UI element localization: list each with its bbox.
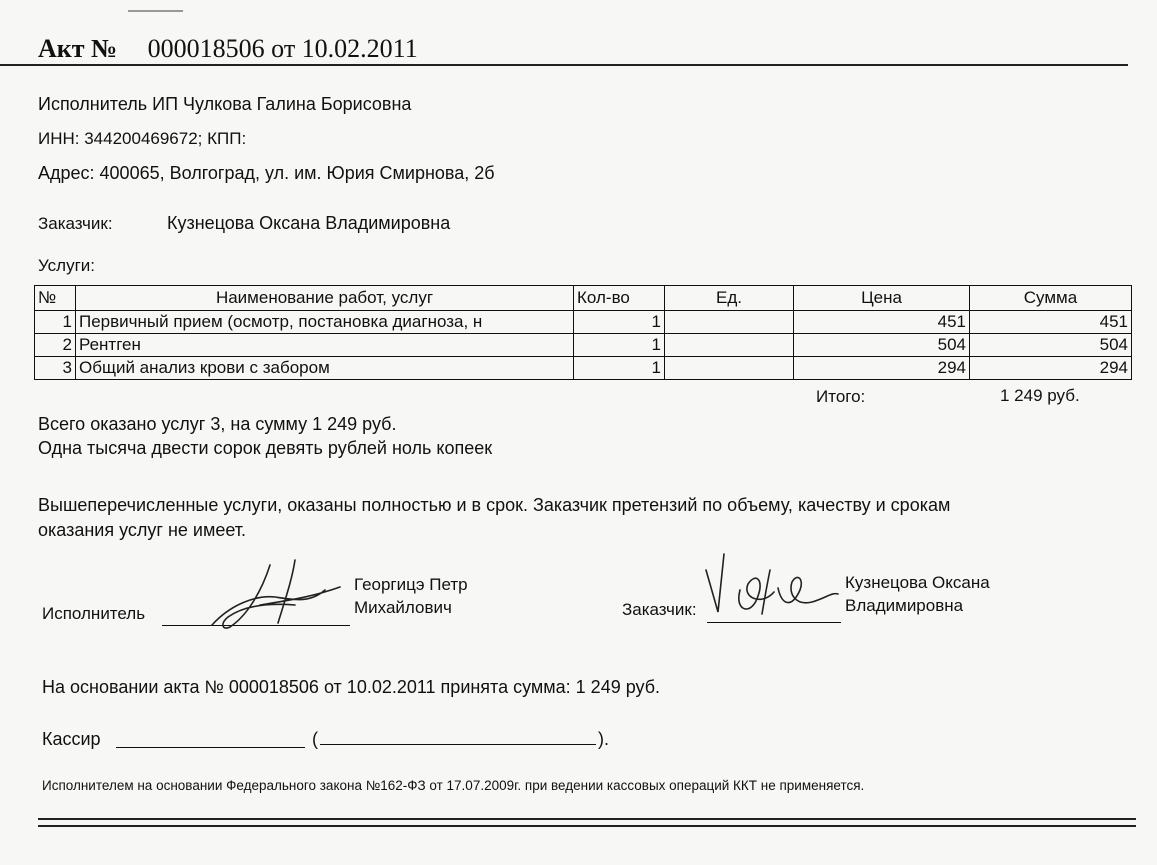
executor-signer-name-2: Михайлович <box>354 598 452 617</box>
customer-name: Кузнецова Оксана Владимировна <box>167 213 451 233</box>
row-unit <box>665 334 794 357</box>
bottom-rule <box>38 825 1136 827</box>
cashier-signature-line <box>116 747 305 748</box>
col-header-qty: Кол-во <box>574 286 665 311</box>
row-sum: 451 <box>970 311 1132 334</box>
inn-line: ИНН: 344200469672; КПП: <box>38 129 247 148</box>
customer-signature-label: Заказчик: <box>622 600 697 619</box>
executor-signer-name-1: Георгицэ Петр <box>354 575 468 594</box>
cashier-name-line <box>320 744 596 745</box>
services-label: Услуги: <box>38 256 96 275</box>
executor-signature-label: Исполнитель <box>42 604 146 623</box>
row-price: 451 <box>794 311 970 334</box>
row-num: 3 <box>35 357 76 380</box>
table-row <box>35 357 1132 380</box>
table-row <box>35 311 1132 334</box>
services-table <box>34 285 1132 380</box>
customer-signature <box>700 550 840 620</box>
payment-line: На основании акта № 000018506 от 10.02.2011 принята сумма: 1 249 руб. <box>42 677 661 697</box>
executor-line: Исполнитель ИП Чулкова Галина Борисовна <box>38 94 412 114</box>
executor-signature <box>200 545 350 635</box>
row-qty: 1 <box>574 311 665 334</box>
customer-signer-name-2: Владимировна <box>845 596 964 615</box>
address-line: Адрес: 400065, Волгоград, ул. им. Юрия Смирнова, 2б <box>38 163 495 183</box>
row-num: 2 <box>35 334 76 357</box>
bottom-rule <box>38 818 1136 820</box>
cashier-open-paren: ( <box>312 729 318 749</box>
col-header-price: Цена <box>794 286 970 311</box>
act-label: Акт № <box>38 34 118 63</box>
row-name: Первичный прием (осмотр, постановка диагноза, н <box>76 311 574 334</box>
act-number-date: 000018506 от 10.02.2011 <box>147 34 418 63</box>
act-title <box>38 34 418 64</box>
row-unit <box>665 357 794 380</box>
row-price: 504 <box>794 334 970 357</box>
col-header-sum: Сумма <box>970 286 1132 311</box>
cashier-label: Кассир <box>42 729 101 749</box>
total-value: 1 249 руб. <box>1000 386 1080 405</box>
customer-label: Заказчик: <box>38 214 113 233</box>
table-header-row <box>35 286 1132 311</box>
total-label: Итого: <box>816 387 866 406</box>
row-price: 294 <box>794 357 970 380</box>
row-num: 1 <box>35 311 76 334</box>
row-sum: 294 <box>970 357 1132 380</box>
col-header-unit: Ед. <box>665 286 794 311</box>
table-row <box>35 334 1132 357</box>
row-sum: 504 <box>970 334 1132 357</box>
row-unit <box>665 311 794 334</box>
col-header-num: № <box>35 286 76 311</box>
row-qty: 1 <box>574 357 665 380</box>
footnote: Исполнителем на основании Федерального закона №162-ФЗ от 17.07.2009г. при ведении кассовых операций ККТ не применяется. <box>42 778 865 793</box>
cashier-close-paren: ). <box>598 729 609 749</box>
customer-signer-name-1: Кузнецова Оксана <box>845 573 990 592</box>
customer-signature-line <box>707 622 841 623</box>
row-qty: 1 <box>574 334 665 357</box>
summary-count-line: Всего оказано услуг 3, на сумму 1 249 руб. <box>38 414 397 434</box>
title-rule <box>0 64 1128 66</box>
scan-mark <box>128 10 183 12</box>
statement-line-1: Вышеперечисленные услуги, оказаны полностью и в срок. Заказчик претензий по объему, качеству и срокам <box>38 495 951 515</box>
row-name: Рентген <box>76 334 574 357</box>
summary-words-line: Одна тысяча двести сорок девять рублей ноль копеек <box>38 438 493 458</box>
col-header-name: Наименование работ, услуг <box>76 286 574 311</box>
statement-line-2: оказания услуг не имеет. <box>38 520 247 540</box>
row-name: Общий анализ крови с забором <box>76 357 574 380</box>
